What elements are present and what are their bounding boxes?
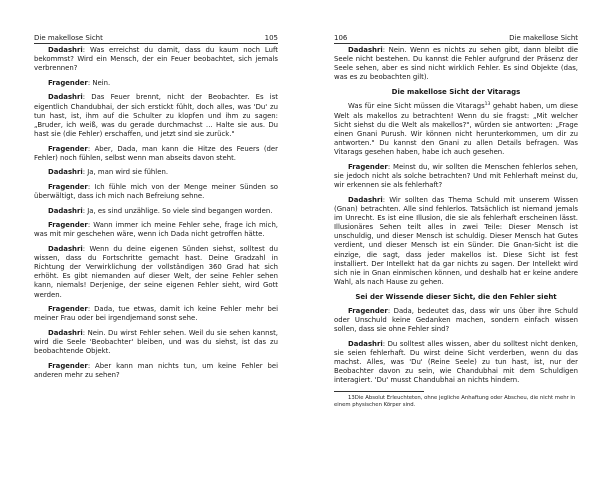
left-page-header [34, 34, 278, 44]
section-heading: Die makellose Sicht der Vitarags [391, 88, 521, 97]
paragraph-text: Meinst du, wir sollten die Menschen fehlerlos sehen, sie jedoch nicht als solche betrachten? Und mit Fehlerhaft meinst du, wir erkennen sie als fehlerhaft? [334, 162, 578, 190]
speaker-label: Fragender [48, 361, 88, 370]
paragraph: Dadashri: Was erreichst du damit, dass du kaum noch Luft bekommst? Wird ein Mensch, der ein Feuer beobachtet, sich jemals verbrennen? [34, 46, 278, 73]
paragraph-text: Was erreichst du damit, dass du kaum noch Luft bekommst? Wird ein Mensch, der ein Feuer beobachtet, sich jemals verbrennen? [34, 46, 278, 73]
paragraph-text: Das Feuer brennt, nicht der Beobachter. Es ist eigentlich Chandubhai, der sich erstickt fühlt, doch alles, was 'Du' zu tun hast, ist, ihm auf die Schulter zu klopfen und ihm zu sagen: „Bruder, ich weiß, was du gerade durchmachst … Halte sie aus. Du hast sie (die Fehler) erschaffen, und jetzt sind sie zurück." [34, 93, 278, 139]
paragraph: Dadashri: Nein. Wenn es nichts zu sehen gibt, dann bleibt die Seele nicht bestehen. Du kannst die Fehler aufgrund der Präsenz der Seele sehen, aber es sind nicht wirklich Fehler. Es sind Objekte (das, was es zu beobachten gilt). [334, 46, 578, 82]
section-heading: Sei der Wissende dieser Sicht, die den Fehler sieht [355, 292, 557, 301]
paragraph: Dadashri: Ja, man wird sie fühlen. [48, 168, 169, 177]
paragraph: Fragender: Ich fühle mich von der Menge meiner Sünden so überwältigt, dass ich mich nach Befreiung sehne. [34, 182, 279, 200]
paragraph-text: Wir sollten das Thema Schuld mit unserem Wissen (Gnan) betrachten. Alle sind fehlerlos. Tatsächlich ist niemand jemals im Unrecht. Es ist eine Illusion, die sie als fehlerhaft erscheinen lässt. Illusionäres Sehen teilt alles in zwei Teile: Dieser Mensch ist unschuldig, und dieser Mensch ist schuldig. Dieser Mensch hat Gutes verdient, und dieser Mensch ist ein Sünder. Die Gnan-Sicht ist die einzige, die sagt, dass jeder makellos ist. Diese Sicht ist fest installiert. Der Intellekt hat da gar nichts zu sagen. Der Intellekt wird sich nie in Gnan einmischen können, und deshalb hat er keine andere Wahl, als nach Hause zu gehen. [334, 195, 579, 286]
paragraph-text: Dada, tue etwas, damit ich keine Fehler mehr bei meiner Frau oder bei irgendjemand sonst sehe. [34, 305, 278, 323]
paragraph-text: Du solltest alles wissen, aber du solltest nicht denken, sie seien fehlerhaft. Du wirst deine Sicht verderben, wenn du das machst. Alles, was 'Du' (Reine Seele) zu tun hast, ist, nur der Beobachter davon zu sein, wie Chandubhai mit dem Schuldigen interagiert. 'Du' musst Chandubhai an nichts hindern. [334, 339, 578, 385]
paragraph-text: Ja, es sind unzählige. So viele sind begangen worden. [87, 206, 273, 215]
paragraph: Dadashri: Wir sollten das Thema Schuld mit unserem Wissen (Gnan) betrachten. Alle sind fehlerlos. Tatsächlich ist niemand jemals im Unrecht. Es ist eine Illusion, die sie als fehlerhaft erscheinen lässt. Illusionäres Sehen teilt alles in zwei Teile: Dieser Mensch ist unschuldig, und dieser Mensch ist schuldig. Dieser Mensch hat Gutes verdient, und dieser Mensch ist ein Sünder. Die Gnan-Sicht ist die einzige, die sagt, dass jeder makellos ist. Diese Sicht ist fest installiert. Der Intellekt hat da gar nichts zu sagen. Der Intellekt wird sich nie in Gnan einmischen können, und deshalb hat er keine andere Wahl, als nach Hause zu gehen. [334, 195, 579, 286]
page-number: 106 [334, 34, 348, 42]
paragraph-text: Was für eine Sicht müssen die Vitarags [348, 102, 485, 111]
speaker-label: Fragender [348, 306, 388, 315]
speaker-label: Dadashri [48, 46, 83, 54]
paragraph: Dadashri: Das Feuer brennt, nicht der Beobachter. Es ist eigentlich Chandubhai, der sich erstickt fühlt, doch alles, was 'Du' zu tun hast, ist, ihm auf die Schulter zu klopfen und ihm zu sagen: „Bruder, ich weiß, was du gerade durchmachst … Halte sie aus. Du hast sie (die Fehler) erschaffen, und jetzt sind sie zurück." [34, 93, 278, 139]
footnote-divider [334, 391, 424, 392]
paragraph: Dadashri: Ja, es sind unzählige. So viele sind begangen worden. [48, 206, 273, 215]
speaker-label: Dadashri [48, 93, 83, 102]
left-page-body [34, 46, 278, 385]
speaker-label: Dadashri [48, 168, 83, 177]
paragraph-text: Wenn du deine eigenen Sünden siehst, solltest du wissen, dass du Fortschritte gemacht hast. Deine Gradzahl in Richtung der Verwirklichung der vollständigen 360 Grad hat sich erhöht. Es gibt niemanden auf dieser Welt, der seine Fehler sehen kann, niemals! Derjenige, der seine eigenen Fehler sieht, wird Gott werden. [34, 244, 278, 299]
right-page-header [334, 34, 578, 44]
speaker-label: Dadashri [48, 328, 83, 337]
speaker-label: Fragender [48, 144, 88, 153]
speaker-label: Fragender [48, 78, 88, 87]
paragraph: Dadashri: Wenn du deine eigenen Sünden siehst, solltest du wissen, dass du Fortschritte gemacht hast. Deine Gradzahl in Richtung der Verwirklichung der vollständigen 360 Grad hat sich erhöht. Es gibt niemanden auf dieser Welt, der seine Fehler sehen kann, niemals! Derjenige, der seine eigenen Fehler sieht, wird Gott werden. [34, 244, 278, 299]
paragraph: Fragender: Aber kann man nichts tun, um keine Fehler bei anderen mehr zu sehen? [34, 361, 278, 379]
speaker-label: Dadashri [348, 46, 383, 54]
speaker-label: Fragender [48, 221, 88, 230]
paragraph-text: Nein. Du wirst Fehler sehen. Weil du sie sehen kannst, wird die Seele 'Beobachter' bleiben, und was du siehst, ist das zu beobachtende Objekt. [34, 328, 278, 356]
speaker-label: Dadashri [48, 206, 83, 215]
paragraph-text: Aber, Dada, man kann die Hitze des Feuers (der Fehler) noch fühlen, selbst wenn man abseits davon steht. [34, 144, 278, 162]
paragraph-text: Ich fühle mich von der Menge meiner Sünden so überwältigt, dass ich mich nach Befreiung sehne. [34, 182, 279, 200]
paragraph: Dadashri: Nein. Du wirst Fehler sehen. Weil du sie sehen kannst, wird die Seele 'Beobachter' bleiben, und was du siehst, ist das zu beobachtende Objekt. [34, 328, 278, 356]
speaker-label: Dadashri [348, 195, 383, 204]
paragraph: Fragender: Wann immer ich meine Fehler sehe, frage ich mich, was mit mir geschehen wäre, wenn ich Dada nicht getroffen hätte. [34, 221, 278, 239]
paragraph: Dadashri: Du solltest alles wissen, aber du solltest nicht denken, sie seien fehlerhaft. Du wirst deine Sicht verderben, wenn du das machst. Alles, was 'Du' (Reine Seele) zu tun hast, ist, nur der Beobachter davon zu sein, wie Chandubhai mit dem Schuldigen interagiert. 'Du' musst Chandubhai an nichts hindern. [334, 339, 578, 385]
speaker-label: Dadashri [48, 244, 83, 253]
paragraph: Fragender: Dada, bedeutet das, dass wir uns über ihre Schuld oder Unschuld keine Gedanken machen, sondern einfach wissen sollen, dass sie ohne Fehler sind? [334, 306, 578, 334]
paragraph-text: Nein. [92, 78, 111, 87]
speaker-label: Fragender [48, 305, 88, 314]
footnote-marker: 13 [484, 102, 491, 108]
paragraph-text: gehabt haben, um diese Welt als makellos zu betrachten! Wenn du sie fragst: „Mit welcher Sicht siehst du die Welt als makellos?", würden sie antworten: „Frage einen Gnani Purush. Wir können nicht herunterkommen, um dir zu antworten." Du kannst den Gnani zu allen Details befragen. Was Vitarags gesehen haben, habe ich auch gesehen. [334, 102, 578, 157]
paragraph: Fragender: Dada, tue etwas, damit ich keine Fehler mehr bei meiner Frau oder bei irgendjemand sonst sehe. [34, 305, 278, 323]
right-page-body [334, 46, 578, 414]
paragraph: Fragender: Meinst du, wir sollten die Menschen fehlerlos sehen, sie jedoch nicht als solche betrachten? Und mit Fehlerhaft meinst du, wir erkennen sie als fehlerhaft? [334, 162, 578, 190]
paragraph: Fragender: Nein. [48, 78, 111, 87]
paragraph-text: Aber kann man nichts tun, um keine Fehler bei anderen mehr zu sehen? [34, 361, 278, 379]
left-page [34, 0, 278, 485]
paragraph [334, 102, 578, 157]
right-page [334, 0, 578, 485]
speaker-label: Dadashri [348, 339, 383, 348]
speaker-label: Fragender [348, 162, 388, 171]
paragraph-text: Nein. Wenn es nichts zu sehen gibt, dann bleibt die Seele nicht bestehen. Du kannst die Fehler aufgrund der Präsenz der Seele sehen, aber es sind nicht wirklich Fehler. Es sind Objekte (das, was es zu beobachten gilt). [334, 46, 578, 82]
running-title: Die makellose Sicht [509, 34, 578, 42]
paragraph-text: Wann immer ich meine Fehler sehe, frage ich mich, was mit mir geschehen wäre, wenn ich Dada nicht getroffen hätte. [34, 221, 278, 239]
footnote: 13Die Absolut Erleuchteten, ohne jegliche Anhaftung oder Abscheu, die nicht mehr in einem physischen Körper sind. [334, 394, 576, 408]
paragraph: Fragender: Aber, Dada, man kann die Hitze des Feuers (der Fehler) noch fühlen, selbst wenn man abseits davon steht. [34, 144, 278, 162]
paragraph-text: Dada, bedeutet das, dass wir uns über ihre Schuld oder Unschuld keine Gedanken machen, sondern einfach wissen sollen, dass sie ohne Fehler sind? [334, 306, 578, 334]
paragraph-text: Ja, man wird sie fühlen. [87, 168, 169, 177]
page-number: 105 [264, 34, 278, 42]
speaker-label: Fragender [48, 182, 88, 191]
running-title: Die makellose Sicht [34, 34, 103, 42]
